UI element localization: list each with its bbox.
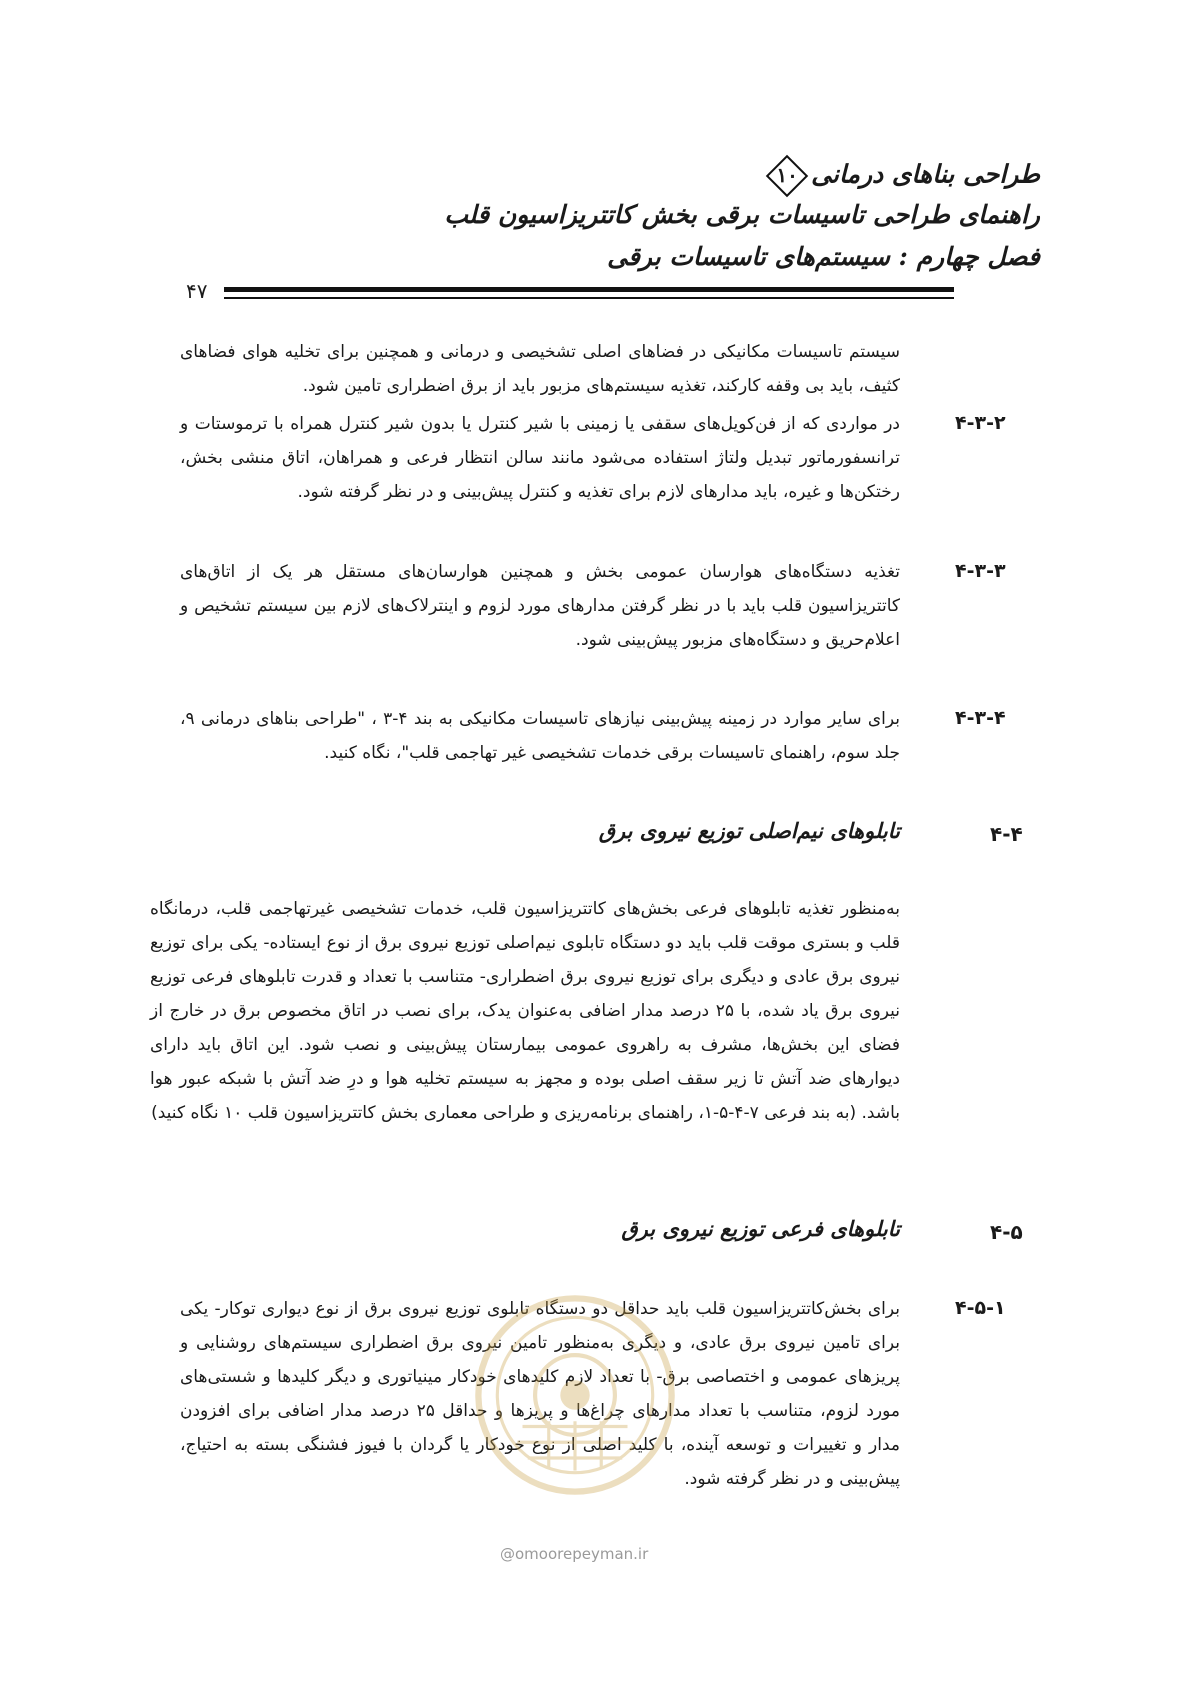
- intro-paragraph: سیستم تاسیسات مکانیکی در فضاهای اصلی تشخیصی و درمانی و همچنین برای تخلیه هوای فضاهای کثیف، باید بی وقفه کارکند، تغذیه سیستم‌های مزبور باید از برق اضطراری تامین شود.: [180, 342, 900, 396]
- item-text: برای بخش‌کاتتریزاسیون قلب باید حداقل دو دستگاه تابلوی توزیع نیروی برق از نوع دیواری توکار- یکی برای تامین نیروی برق عادی، و دیگری به‌منظور تامین نیروی برق اضطراری سیستم‌های روشنایی و پریزهای عمومی و اختصاصی برق- با تعداد لازم کلیدهای خودکار مینیاتوری و دیگر کلیدها و شستی‌های مورد لزوم، متناسب با تعداد مدارهای چراغ‌ها و پریزها و حداقل ۲۵ درصد مدار اضافی برای افزودن مدار و تغییرات و توسعه آینده، با کلید اصلی از نوع خودکار یا گردان با فیوز فشنگی بسته به احتیاج، پیش‌بینی و در نظر گرفته شود.: [180, 1299, 900, 1489]
- section-number: ۴-۴: [990, 822, 1023, 846]
- header-rule-thin: [224, 297, 954, 299]
- item-number: ۴-۳-۴: [955, 707, 1006, 729]
- section-paragraph: به‌منظور تغذیه تابلوهای فرعی بخش‌های کاتتریزاسیون قلب، خدمات تشخیصی غیرتهاجمی قلب، درمانگاه قلب و بستری موقت قلب باید دو دستگاه تابلوی نیم‌اصلی توزیع نیروی برق از نوع ایستاده- یکی برای توزیع نیروی برق عادی و دیگری برای توزیع نیروی برق اضطراری- متناسب با تعداد و قدرت تابلوهای فرعی توزیع نیروی برق یاد شده، با ۲۵ درصد مدار اضافی به‌عنوان یدک، برای نصب در اتاق مخصوص برق در خارج از فضای این بخش‌ها، مشرف به راهروی عمومی بیمارستان پیش‌بینی و نصب شود. این اتاق باید دارای دیوارهای ضد آتش تا زیر سقف اصلی بوده و مجهز به سیستم تخلیه هوا و درِ ضد آتش با شبکه عبور هوا باشد. (به بند فرعی ۷-۴-۵-۱، راهنمای برنامه‌ریزی و طراحی معماری بخش کاتتریزاسیون قلب ۱۰ نگاه کنید): [150, 899, 901, 1123]
- item-number: ۴-۳-۳: [955, 560, 1006, 582]
- page-number: ۴۷: [186, 279, 208, 303]
- header-rule-thick: [224, 287, 954, 292]
- item-number: ۴-۳-۲: [955, 412, 1006, 434]
- series-number: ۱۰: [776, 163, 798, 187]
- watermark-logo: [470, 1290, 680, 1500]
- series-number-badge: [765, 154, 809, 198]
- item-text: برای سایر موارد در زمینه پیش‌بینی نیازهای تاسیسات مکانیکی به بند ۴-۳ ، "طراحی بناهای درمانی ۹، جلد سوم، راهنمای تاسیسات برقی خدمات تشخیصی غیر تهاجمی قلب"، نگاه کنید.: [180, 709, 900, 763]
- item-text: در مواردی که از فن‌کویل‌های سقفی یا زمینی با شیر کنترل یا بدون شیر کنترل همراه با ترموستات و ترانسفورماتور تبدیل ولتاژ استفاده می‌شود مانند سالن انتظار فرعی و همراهان، اتاق منشی بخش، رختکن‌ها و غیره، باید مدارهای لازم برای تغذیه و کنترل پیش‌بینی و در نظر گرفته شود.: [180, 414, 900, 502]
- series-name: طراحی بناهای درمانی: [811, 159, 1040, 189]
- item-text: تغذیه دستگاه‌های هوارسان عمومی بخش و همچنین هوارسان‌های مستقل هر یک از اتاق‌های کاتتریزاسیون قلب باید با در نظر گرفتن مدارهای مورد لزوم و اینترلاک‌های لازم بین سیستم تشخیص و اعلام‌حریق و دستگاه‌های مزبور پیش‌بینی شود.: [180, 562, 900, 650]
- section-heading: تابلوهای فرعی توزیع نیروی برق: [621, 1216, 900, 1241]
- chapter-title: فصل چهارم : سیستم‌های تاسیسات برقی: [607, 242, 1040, 271]
- item-number: ۴-۵-۱: [955, 1297, 1006, 1319]
- watermark-url: @omoorepeyman.ir: [500, 1545, 649, 1563]
- book-title: راهنمای طراحی تاسیسات برقی بخش کاتتریزاسیون قلب: [444, 200, 1040, 229]
- section-number: ۴-۵: [990, 1220, 1023, 1244]
- section-heading: تابلوهای نیم‌اصلی توزیع نیروی برق: [598, 818, 900, 843]
- series-title: [763, 154, 1040, 198]
